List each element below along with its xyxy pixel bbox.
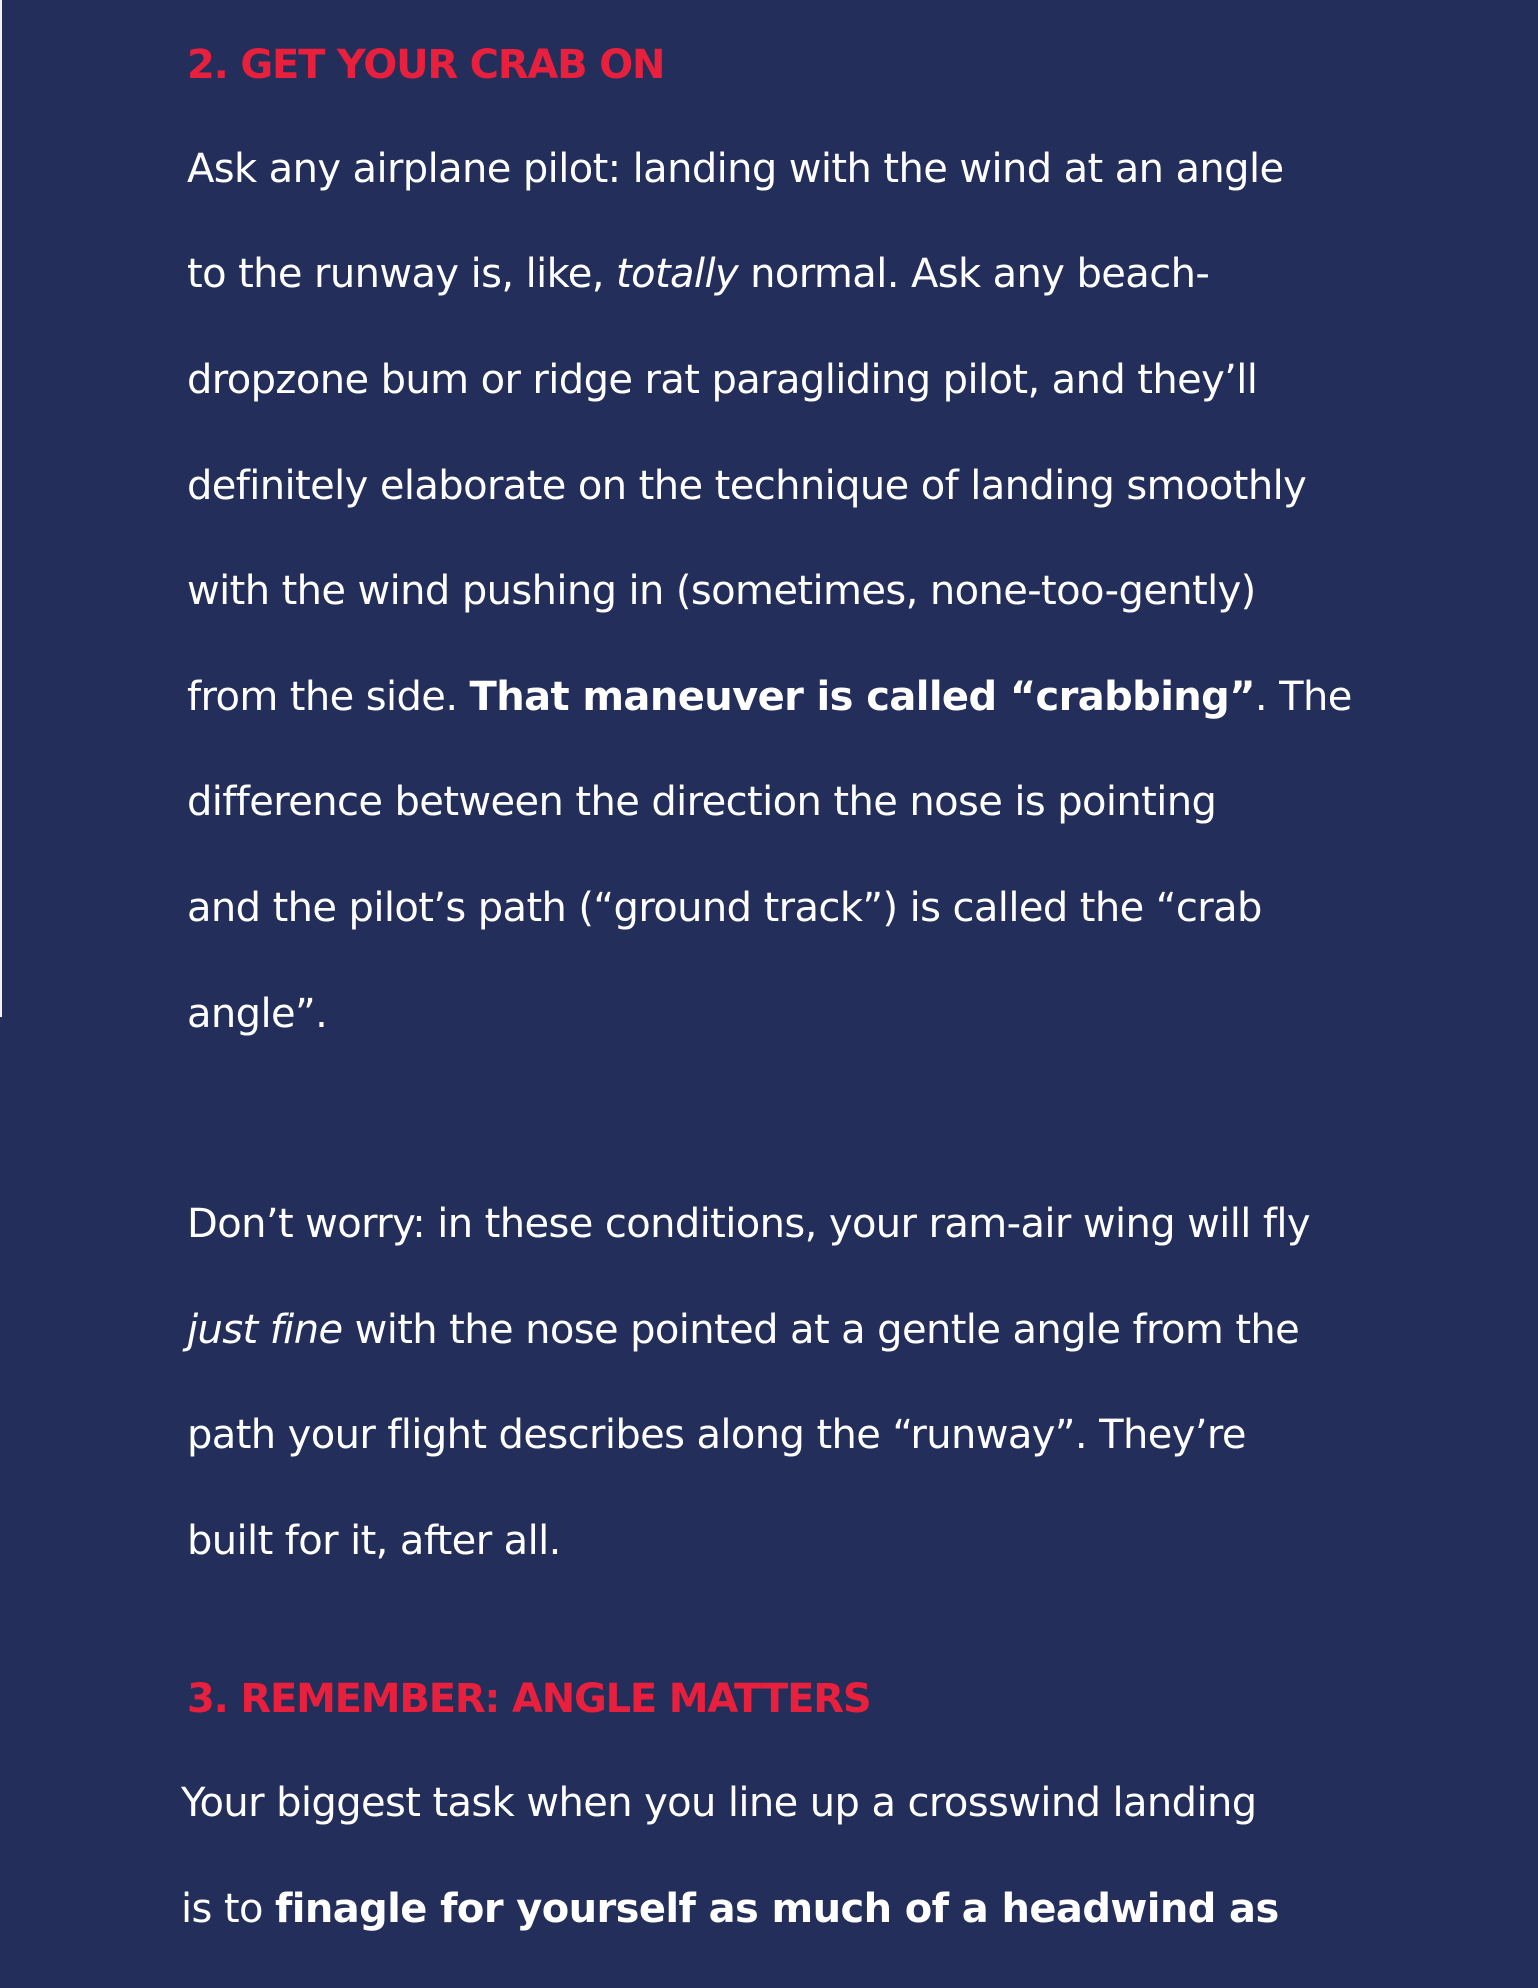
bold-text: finagle for yourself as much of a headwind as bbox=[274, 1885, 1279, 1932]
text-line: built for it, after all. bbox=[187, 1517, 561, 1564]
emphasis-text: just fine bbox=[187, 1306, 343, 1353]
text-line: and the pilot’s path (“ground track”) is called the “crab bbox=[187, 884, 1262, 931]
page-edge bbox=[0, 0, 2, 1017]
text-line: path your flight describes along the “runway”. They’re bbox=[187, 1412, 1246, 1459]
text-line: with the wind pushing in (sometimes, none-too-gently) bbox=[187, 568, 1256, 615]
text-run: with the nose pointed at a gentle angle from the bbox=[342, 1306, 1300, 1353]
text-run: to the runway is, like, bbox=[187, 251, 616, 298]
paragraph-spacer bbox=[187, 1093, 1387, 1145]
text-run: . The bbox=[1254, 673, 1352, 720]
text-line bbox=[187, 1304, 1387, 1357]
article-content bbox=[181, 40, 1387, 1988]
section-2-paragraph-2 bbox=[187, 1145, 1387, 1620]
text-line: angle”. bbox=[187, 990, 328, 1037]
emphasis-text: totally bbox=[615, 251, 739, 298]
text-line bbox=[187, 671, 1387, 724]
text-line: difference between the direction the nose is pointing bbox=[187, 779, 1217, 826]
text-line bbox=[181, 1883, 1387, 1936]
text-line bbox=[187, 248, 1387, 301]
text-run: is to bbox=[181, 1885, 275, 1932]
text-line: definitely elaborate on the technique of landing smoothly bbox=[187, 462, 1307, 509]
text-run: from the side. bbox=[187, 673, 470, 720]
text-run: normal. Ask any beach- bbox=[738, 251, 1210, 298]
text-line: dropzone bum or ridge rat paragliding pilot, and they’ll bbox=[187, 356, 1258, 403]
section-2-heading: 2. GET YOUR CRAB ON bbox=[187, 42, 665, 88]
bold-text: That maneuver is called “crabbing” bbox=[469, 673, 1255, 720]
section-3-heading: 3. REMEMBER: ANGLE MATTERS bbox=[187, 1676, 871, 1723]
text-line: Don’t worry: in these conditions, your ram-air wing will fly bbox=[187, 1200, 1310, 1247]
section-2-paragraph-1 bbox=[187, 90, 1387, 1093]
text-line: Ask any airplane pilot: landing with the wind at an angle bbox=[187, 145, 1284, 192]
text-line: Your biggest task when you line up a crosswind landing bbox=[181, 1780, 1257, 1827]
section-3-paragraph-1 bbox=[181, 1724, 1387, 1988]
paragraph-spacer bbox=[187, 1620, 1387, 1672]
